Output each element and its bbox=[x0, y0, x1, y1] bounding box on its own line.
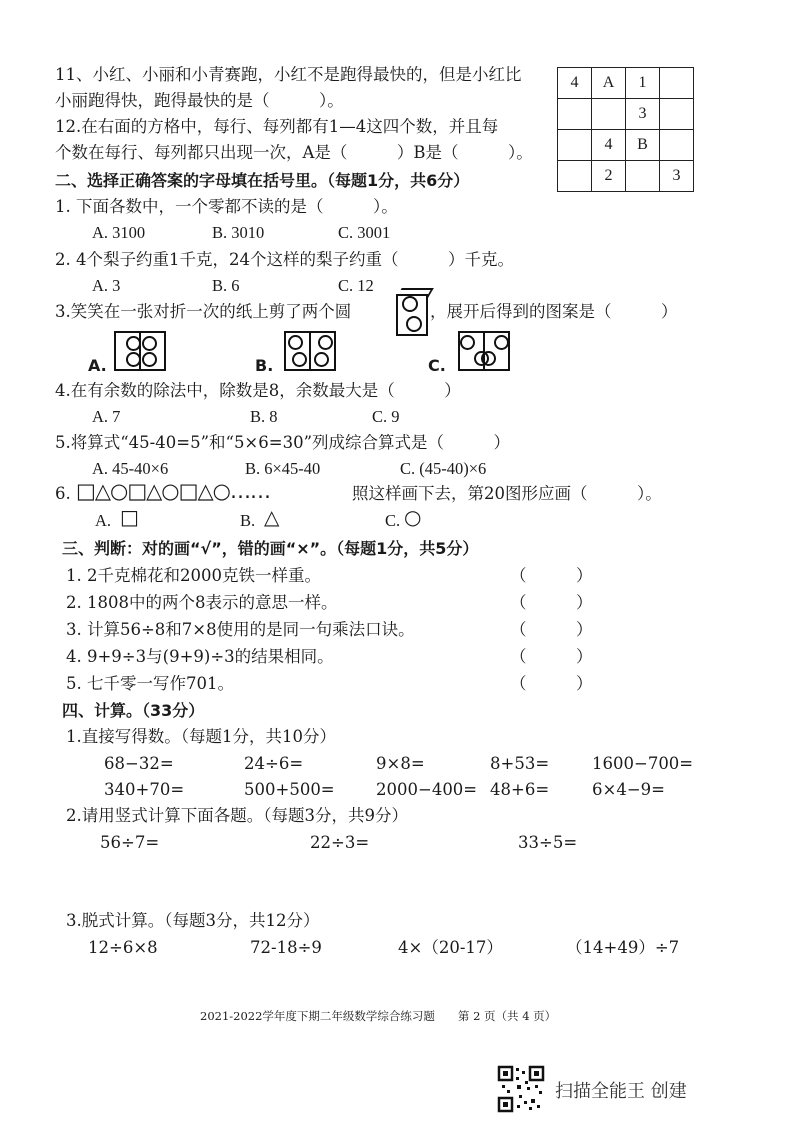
shape-sequence: □△○□△○□△○…… bbox=[76, 479, 270, 503]
judge-item: 5. 七千零一写作701。 bbox=[66, 674, 234, 693]
q12-line1: 12.在右面的方格中，每行、每列都有1—4这四个数，并且每 bbox=[55, 117, 499, 136]
calc-item: 9×8= bbox=[376, 754, 425, 773]
watermark-label: 扫描全能王 创建 bbox=[555, 1081, 687, 1102]
folded-paper-figure bbox=[396, 288, 430, 336]
s2-q4-option-c: C. 9 bbox=[372, 407, 400, 426]
grid-cell: 2 bbox=[592, 161, 626, 192]
chain-calc-item: （14+49）÷7 bbox=[566, 938, 680, 957]
s2-q3-stem-tail: ，展开后得到的图案是（ ） bbox=[430, 302, 678, 321]
calc-item: 340+70= bbox=[104, 780, 185, 799]
s2-q2-option-a: A. 3 bbox=[92, 276, 121, 295]
chain-calc-item: 12÷6×8 bbox=[88, 938, 158, 957]
judge-paren: （ ） bbox=[510, 620, 593, 639]
s2-q5-option-c: C. (45-40)×6 bbox=[400, 459, 487, 478]
s2-q6-option-c-label: C. bbox=[385, 511, 401, 530]
grid-cell bbox=[592, 99, 626, 130]
s2-q4-stem: 4.在有余数的除法中，除数是8，余数最大是（ ） bbox=[55, 381, 461, 400]
s2-q6-option-b-label: B. bbox=[240, 511, 256, 530]
q11-line1: 11、小红、小丽和小青赛跑，小红不是跑得最快的，但是小红比 bbox=[55, 65, 522, 84]
s2-q6-stem: 照这样画下去，第20图形应画（ ）。 bbox=[352, 484, 662, 503]
s2-q5-option-a: A. 45-40×6 bbox=[92, 459, 169, 478]
s2-q4-option-a: A. 7 bbox=[92, 407, 121, 426]
calc-sub2: 2.请用竖式计算下面各题。（每题3分，共9分） bbox=[66, 806, 408, 825]
judge-item: 3. 计算56÷8和7×8使用的是同一句乘法口诀。 bbox=[66, 620, 415, 639]
s2-q3-stem: 3.笑笑在一张对折一次的纸上剪了两个圆 bbox=[55, 302, 352, 321]
q11-line2: 小丽跑得快，跑得最快的是（ ）。 bbox=[55, 91, 344, 110]
grid-cell bbox=[660, 68, 694, 99]
calc-item: 48+6= bbox=[490, 780, 550, 799]
qr-code-icon bbox=[497, 1065, 545, 1113]
vertical-calc-item: 22÷3= bbox=[310, 833, 370, 852]
judge-paren: （ ） bbox=[510, 566, 593, 585]
s2-q1-option-c: C. 3001 bbox=[338, 223, 391, 242]
grid-cell: 3 bbox=[626, 99, 660, 130]
section4-heading: 四、计算。（33分） bbox=[62, 701, 205, 720]
grid-cell bbox=[660, 130, 694, 161]
chain-calc-item: 4×（20-17） bbox=[398, 938, 503, 957]
s2-q4-option-b: B. 8 bbox=[250, 407, 278, 426]
grid-cell bbox=[660, 99, 694, 130]
grid-cell bbox=[558, 161, 592, 192]
calc-item: 68−32= bbox=[104, 754, 174, 773]
s2-q2-option-b: B. 6 bbox=[212, 276, 240, 295]
s2-q1-option-b: B. 3010 bbox=[212, 223, 265, 242]
vertical-calc-item: 33÷5= bbox=[518, 833, 578, 852]
grid-cell bbox=[558, 130, 592, 161]
grid-cell bbox=[558, 99, 592, 130]
s2-q3-option-a-figure bbox=[114, 331, 166, 371]
s2-q2-stem: 2. 4个梨子约重1千克，24个这样的梨子约重（ ）千克。 bbox=[55, 250, 514, 269]
circle-icon: ○ bbox=[404, 505, 422, 529]
s2-q3-option-b-label: B. bbox=[255, 356, 274, 375]
triangle-icon: △ bbox=[264, 505, 280, 529]
judge-item: 1. 2千克棉花和2000克铁一样重。 bbox=[66, 566, 321, 585]
grid-cell: 1 bbox=[626, 68, 660, 99]
number-grid bbox=[557, 67, 694, 192]
judge-item: 2. 1808中的两个8表示的意思一样。 bbox=[66, 593, 338, 612]
grid-cell: 4 bbox=[558, 68, 592, 99]
chain-calc-item: 72-18÷9 bbox=[250, 938, 322, 957]
s2-q3-option-a-label: A. bbox=[88, 356, 107, 375]
calc-item: 1600−700= bbox=[592, 754, 694, 773]
grid-cell bbox=[626, 161, 660, 192]
square-icon: □ bbox=[120, 505, 139, 529]
calc-item: 24÷6= bbox=[244, 754, 304, 773]
grid-cell: A bbox=[592, 68, 626, 99]
s2-q5-option-b: B. 6×45-40 bbox=[245, 459, 321, 478]
section3-heading: 三、判断：对的画“√”，错的画“×”。（每题1分，共5分） bbox=[62, 539, 479, 558]
s2-q5-stem: 5.将算式“45-40=5”和“5×6=30”列成综合算式是（ ） bbox=[55, 433, 511, 452]
calc-item: 8+53= bbox=[490, 754, 550, 773]
calc-item: 2000−400= bbox=[376, 780, 478, 799]
grid-cell: B bbox=[626, 130, 660, 161]
s2-q3-option-c-figure bbox=[458, 331, 510, 371]
s2-q2-option-c: C. 12 bbox=[338, 276, 374, 295]
calc-item: 6×4−9= bbox=[592, 780, 665, 799]
calc-sub3: 3.脱式计算。（每题3分，共12分） bbox=[66, 911, 320, 930]
calc-item: 500+500= bbox=[244, 780, 335, 799]
q12-line2: 个数在每行、每列都只出现一次，A是（ ）B是（ ）。 bbox=[55, 143, 533, 162]
s2-q3-option-c-label: C. bbox=[428, 356, 446, 375]
s2-q3-option-b-figure bbox=[284, 331, 336, 371]
judge-paren: （ ） bbox=[510, 647, 593, 666]
s2-q1-option-a: A. 3100 bbox=[92, 223, 146, 242]
judge-paren: （ ） bbox=[510, 593, 593, 612]
vertical-calc-item: 56÷7= bbox=[100, 833, 160, 852]
page-footer: 2021-2022学年度下期二年级数学综合练习题 第 2 页（共 4 页） bbox=[200, 1009, 557, 1023]
s2-q6-number: 6. bbox=[55, 484, 71, 503]
grid-cell: 3 bbox=[660, 161, 694, 192]
judge-paren: （ ） bbox=[510, 674, 593, 693]
s2-q6-option-a-label: A. bbox=[95, 511, 112, 530]
s2-q1-stem: 1. 下面各数中，一个零都不读的是（ ）。 bbox=[55, 197, 398, 216]
calc-sub1: 1.直接写得数。（每题1分，共10分） bbox=[66, 727, 336, 746]
section2-heading: 二、选择正确答案的字母填在括号里。（每题1分，共6分） bbox=[55, 171, 470, 190]
grid-cell: 4 bbox=[592, 130, 626, 161]
judge-item: 4. 9+9÷3与(9+9)÷3的结果相同。 bbox=[66, 647, 334, 666]
